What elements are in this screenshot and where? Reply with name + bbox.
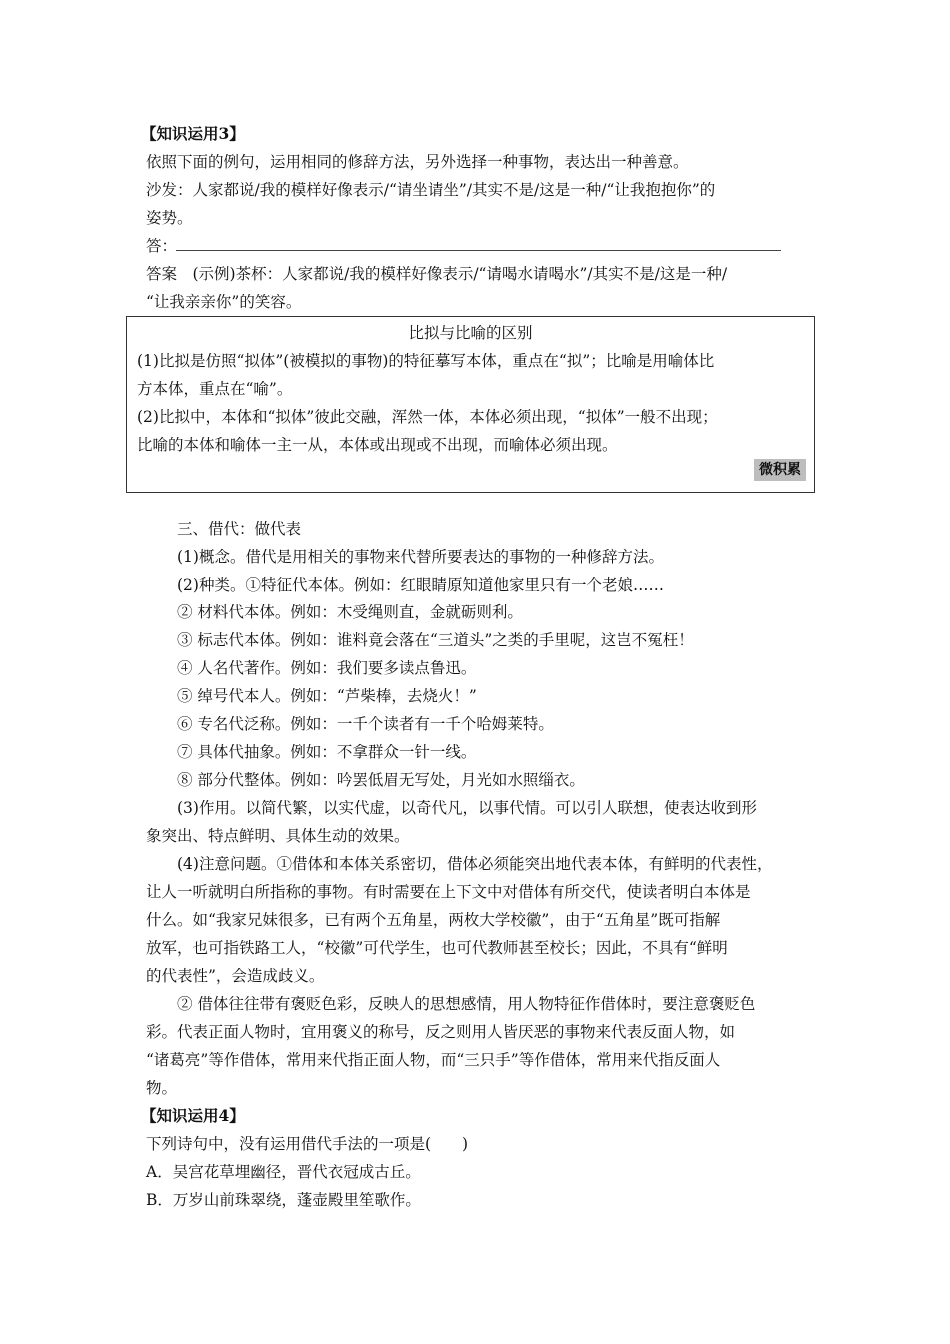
- s3-notes-line-2: 让人一听就明白所指称的事物。有时需要在上下文中对借体有所交代，使读者明白本体是: [146, 883, 751, 901]
- s3-type-6: ⑥ 专名代泛称。例如：一千个读者有一千个哈姆莱特。: [177, 715, 554, 733]
- box-line-3: (2)比拟中，本体和“拟体”彼此交融，浑然一体，本体必须出现，“拟体”一般不出现；: [137, 408, 718, 426]
- s3-notes2-line-1: ② 借体往往带有褒贬色彩，反映人的思想感情，用人物特征作借体时，要注意褒贬色: [177, 995, 756, 1013]
- answer-blank-line: [176, 249, 781, 251]
- k3-answer-label: 答：: [146, 237, 178, 255]
- s3-type-5: ⑤ 绰号代本人。例如：“芦柴棒，去烧火！”: [177, 687, 477, 705]
- box-line-2: 方本体，重点在“喻”。: [137, 380, 293, 398]
- k3-prompt: 依照下面的例句，运用相同的修辞方法，另外选择一种事物，表达出一种善意。: [146, 153, 689, 171]
- section-3-title: 三、借代：做代表: [177, 520, 302, 538]
- s3-notes-line-5: 的代表性”，会造成歧义。: [146, 967, 325, 985]
- s3-effect-line-2: 象突出、特点鲜明、具体生动的效果。: [146, 827, 410, 845]
- k4-heading: 【知识运用4】: [141, 1106, 245, 1125]
- k3-example-line-2: 姿势。: [146, 209, 193, 227]
- s3-notes-line-3: 什么。如“我家兄妹很多，已有两个五角星，两枚大学校徽”，由于“五角星”既可指解: [146, 911, 721, 929]
- box-line-1: (1)比拟是仿照“拟体”(被模拟的事物)的特征摹写本体，重点在“拟”；比喻是用喻体比: [137, 352, 715, 370]
- s3-notes2-line-2: 彩。代表正面人物时，宜用褒义的称号，反之则用人皆厌恶的事物来代表反面人物，如: [146, 1023, 736, 1041]
- s3-concept: (1)概念。借代是用相关的事物来代替所要表达的事物的一种修辞方法。: [177, 548, 664, 566]
- s3-type-8: ⑧ 部分代整体。例如：吟罢低眉无写处，月光如水照缁衣。: [177, 771, 585, 789]
- s3-notes-line-4: 放军，也可指铁路工人，“校徽”可代学生，也可代教师甚至校长；因此，不具有“鲜明: [146, 939, 728, 957]
- comparison-box: [126, 316, 815, 493]
- s3-type-7: ⑦ 具体代抽象。例如：不拿群众一针一线。: [177, 743, 477, 761]
- k4-question: 下列诗句中，没有运用借代手法的一项是( ): [146, 1135, 469, 1153]
- s3-notes-line-1: (4)注意问题。①借体和本体关系密切，借体必须能突出地代表本体，有鲜明的代表性，: [177, 855, 773, 873]
- k3-key-line-1: 答案 (示例)茶杯：人家都说/我的模样好像表示/“请喝水请喝水”/其实不是/这是一种/: [146, 265, 728, 283]
- s3-notes2-line-4: 物。: [146, 1079, 178, 1097]
- s3-notes2-line-3: “诸葛亮”等作借体，常用来代指正面人物，而“三只手”等作借体，常用来代指反面人: [146, 1051, 721, 1069]
- k4-option-b: B．万岁山前珠翠绕，蓬壶殿里笙歌作。: [146, 1191, 421, 1209]
- s3-type-3: ③ 标志代本体。例如：谁料竟会落在“三道头”之类的手里呢，这岂不冤枉！: [177, 631, 694, 649]
- s3-type-4: ④ 人名代著作。例如：我们要多读点鲁迅。: [177, 659, 477, 677]
- s3-type-2: ② 材料代本体。例如：木受绳则直，金就砺则利。: [177, 603, 523, 621]
- s3-effect-line-1: (3)作用。以简代繁，以实代虚，以奇代凡，以事代情。可以引人联想，使表达收到形: [177, 799, 757, 817]
- k3-key-line-2: “让我亲亲你”的笑容。: [146, 293, 302, 311]
- box-line-4: 比喻的本体和喻体一主一从，本体或出现或不出现，而喻体必须出现。: [137, 436, 618, 454]
- k3-example-line-1: 沙发：人家都说/我的模样好像表示/“请坐请坐”/其实不是/这是一种/“让我抱抱你”的: [146, 181, 716, 199]
- weijilei-tag: 微积累: [754, 459, 806, 481]
- k4-option-a: A．吴宫花草埋幽径，晋代衣冠成古丘。: [146, 1163, 421, 1181]
- s3-types: (2)种类。①特征代本体。例如：红眼睛原知道他家里只有一个老娘……: [177, 576, 664, 594]
- box-title: 比拟与比喻的区别: [408, 324, 533, 342]
- k3-heading: 【知识运用3】: [141, 124, 245, 143]
